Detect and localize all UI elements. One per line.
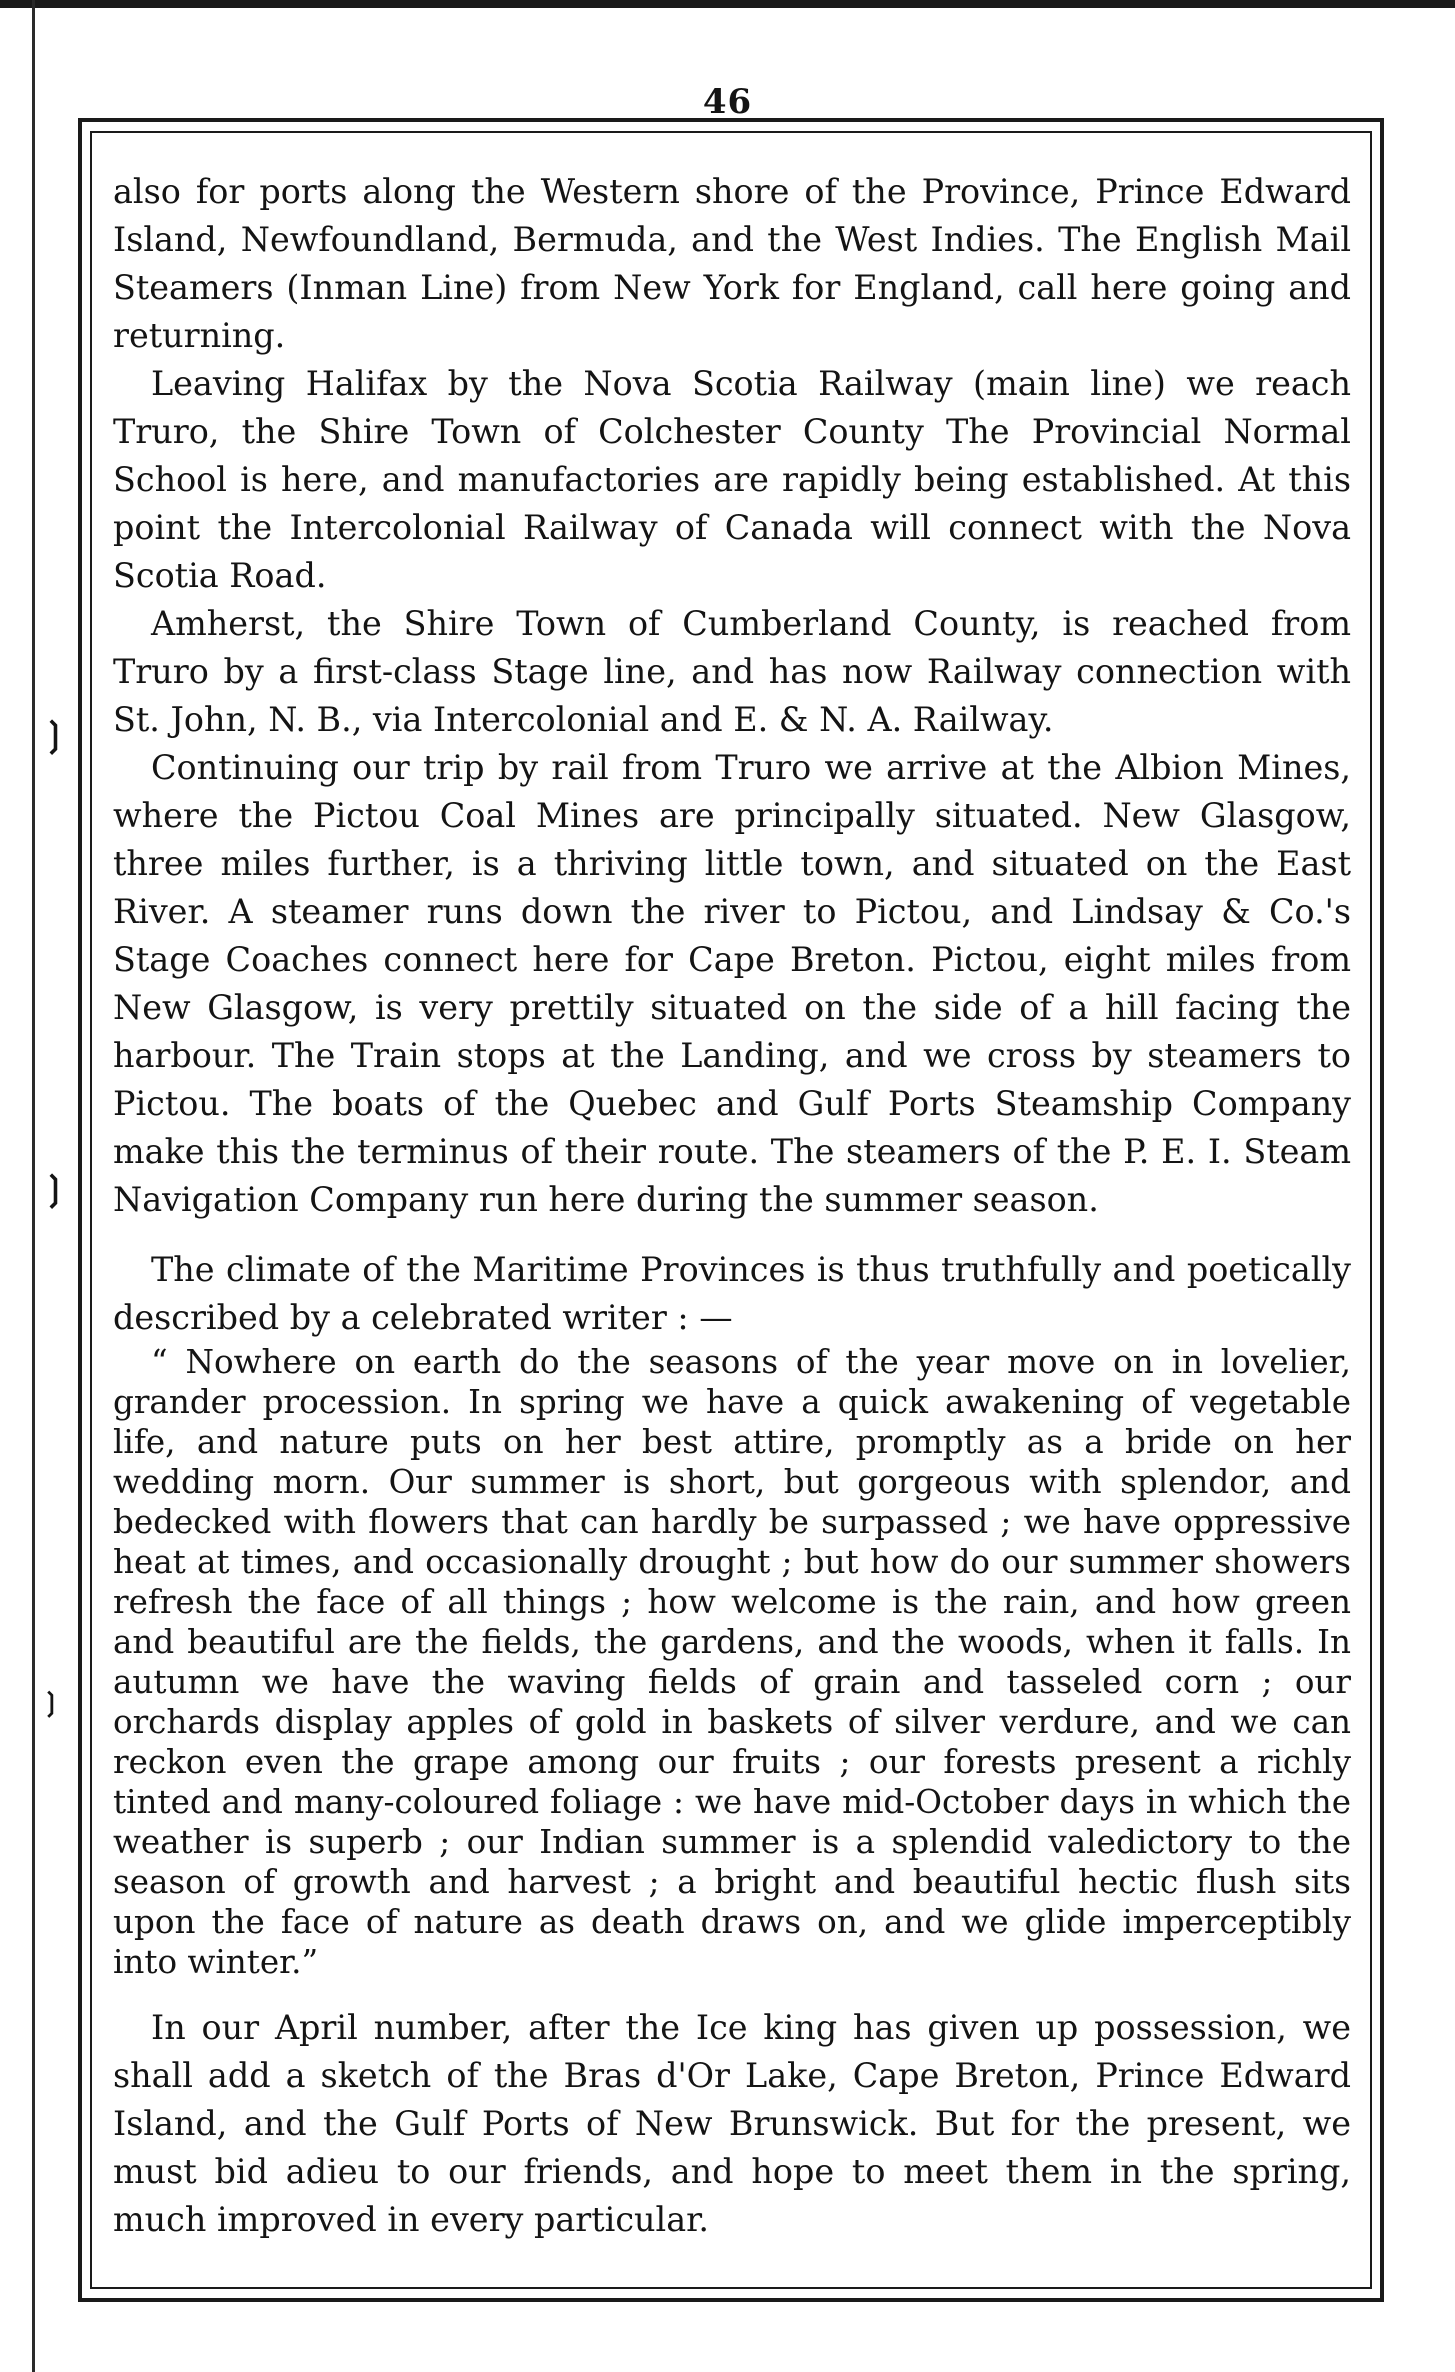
paragraph-ports: also for ports along the Western shore of the Province, Prince Edward Island, Newfoundland, Bermuda, and the West Indies. The English Mail Steamers (Inman Line) from New York for England, call here going and returning. xyxy=(113,172,1351,355)
margin-mark-middle: ❳ xyxy=(40,1169,69,1209)
margin-mark-upper: ❳ xyxy=(40,715,69,755)
paragraph-truro: Leaving Halifax by the Nova Scotia Railway (main line) we reach Truro, the Shire Town of Colchester County The Provincial Normal School is here, and manufactories are rapidly being established. At this point the Intercolonial Railway of Canada will connect with the Nova Scotia Road. xyxy=(113,364,1351,595)
paragraph-amherst: Amherst, the Shire Town of Cumberland County, is reached from Truro by a first-class Stage line, and has now Railway connection with St. John, N. B., via Intercolonial and E. & N. A. Railway. xyxy=(113,604,1351,739)
paragraph-climate-quote: “ Nowhere on earth do the seasons of the year move on in lovelier, grander procession. In spring we have a quick awakening of vegetable life, and nature puts on her best attire, promptly as a bride on her wedding morn. Our summer is short, but gorgeous with splendor, and bedecked with flowers that can hardly be surpassed ; we have oppressive heat at times, and occasionally drought ; but how do our summer showers refresh the face of all things ; how welcome is the rain, and how green and beautiful are the fields, the gardens, and the woods, when it falls. In autumn we have the waving fields of grain and tasseled corn ; our orchards display apples of gold in baskets of silver verdure, and we can reckon even the grape among our fruits ; our forests present a richly tinted and many-coloured foliage : we have mid-October days in which the weather is superb ; our Indian summer is a splendid valedictory to the season of growth and harvest ; a bright and beautiful hectic flush sits upon the face of nature as death draws on, and we glide imperceptibly into winter.” xyxy=(113,1343,1351,1981)
paragraph-closing: In our April number, after the Ice king has given up possession, we shall add a sketch of the Bras d'Or Lake, Cape Breton, Prince Edward Island, and the Gulf Ports of New Brunswick. But for the present, we must bid adieu to our friends, and hope to meet them in the spring, much improved in every particular. xyxy=(113,2008,1351,2239)
top-rule xyxy=(0,0,1455,8)
article-body xyxy=(113,168,1351,2244)
margin-mark-lower: ❳ xyxy=(40,1688,62,1718)
page-number: 46 xyxy=(702,82,753,122)
binding-edge xyxy=(32,0,35,2372)
paragraph-pictou: Continuing our trip by rail from Truro we arrive at the Albion Mines, where the Pictou Coal Mines are principally situated. New Glasgow, three miles further, is a thriving little town, and situated on the East River. A steamer runs down the river to Pictou, and Lindsay & Co.'s Stage Coaches connect here for Cape Breton. Pictou, eight miles from New Glasgow, is very prettily situated on the side of a hill facing the harbour. The Train stops at the Landing, and we cross by steamers to Pictou. The boats of the Quebec and Gulf Ports Steamship Company make this the terminus of their route. The steamers of the P. E. I. Steam Navigation Company run here during the summer season. xyxy=(113,748,1351,1219)
paragraph-climate-intro: The climate of the Maritime Provinces is thus truthfully and poetically described by a celebrated writer : — xyxy=(113,1250,1351,1337)
